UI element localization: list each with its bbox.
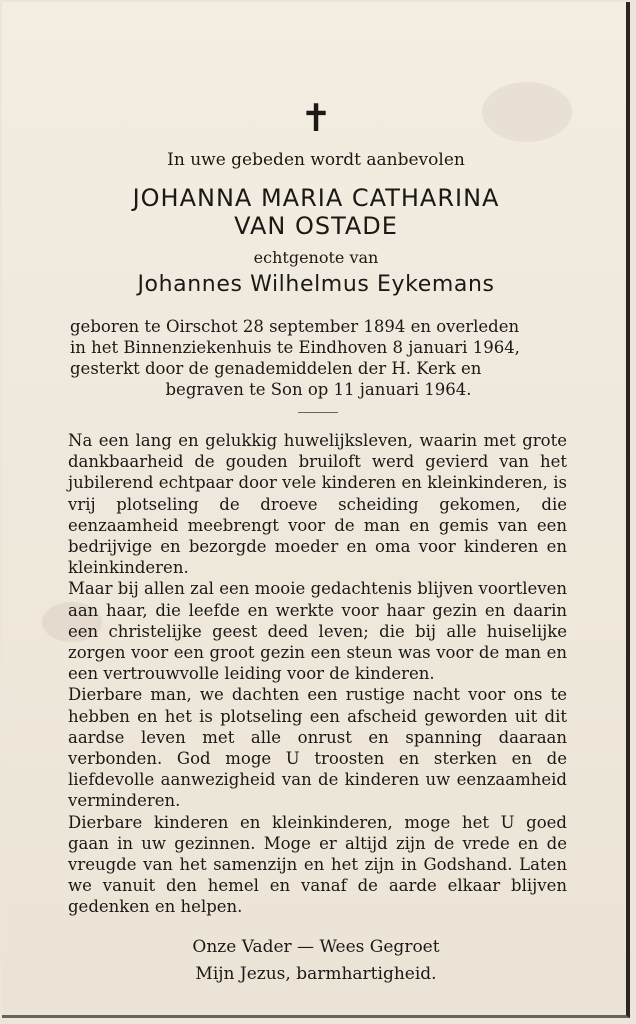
- paragraph: Dierbare man, we dachten een rustige nacht voor ons te hebben en het is plotseling een afscheid geworden uit dit aardse leven met alle onrust en spanning daaraan verbonden. God moge U troosten en sterken en de liefdevolle aanwezigheid van de kinderen uw eenzaamheid verminderen.: [68, 685, 567, 811]
- spouse-label: echtgenote van: [253, 248, 379, 267]
- memorial-card: [2, 2, 630, 1018]
- divider: [298, 412, 338, 413]
- paragraph: Na een lang en gelukkig huwelijksleven, waarin met grote dankbaarheid de gouden bruiloft werd gevierd van het jubilerend echtpaar door vele kinderen en kleinkinderen, is vrij plotseling de droeve scheiding gekomen, die eenzaamheid meebrengt voor de man en gemis van een bedrijvige en bezorgde moeder en oma voor kinderen en kleinkinderen.: [68, 431, 567, 578]
- biography: [70, 316, 567, 400]
- prayer-line: Mijn Jezus, barmhartigheid.: [195, 964, 437, 984]
- cross-icon: ✝: [300, 96, 332, 140]
- paragraph: Maar bij allen zal een mooie gedachtenis blijven voortleven aan haar, die leefde en werkte voor haar gezin en daarin een christelijke geest deed leven; die bij alle huiselijke zorgen voor een groot gezin een steun was voor de man en een vertrouwvolle leiding voor de kinderen.: [68, 579, 567, 684]
- prayer-line: Onze Vader — Wees Gegroet: [192, 937, 440, 957]
- bio-line: begraven te Son op 11 januari 1964.: [165, 380, 472, 399]
- deceased-name-line2: VAN OSTADE: [234, 212, 398, 240]
- spouse-name: Johannes Wilhelmus Eykemans: [137, 272, 495, 297]
- deceased-name-line1: JOHANNA MARIA CATHARINA: [132, 184, 500, 212]
- bio-line: geboren te Oirschot 28 september 1894 en overleden: [70, 317, 520, 336]
- memorial-text: [68, 430, 567, 918]
- intro-text: In uwe gebeden wordt aanbevolen: [167, 150, 465, 170]
- bio-line: gesterkt door de genademiddelen der H. Kerk en: [70, 359, 482, 378]
- bio-line: in het Binnenziekenhuis te Eindhoven 8 januari 1964,: [70, 338, 520, 357]
- paragraph: Dierbare kinderen en kleinkinderen, moge het U goed gaan in uw gezinnen. Moge er altijd zijn de vrede en de vreugde van het samenzijn en het zijn in Godshand. Laten we vanuit den hemel en vanaf de aarde elkaar blijven gedenken en helpen.: [68, 812, 567, 917]
